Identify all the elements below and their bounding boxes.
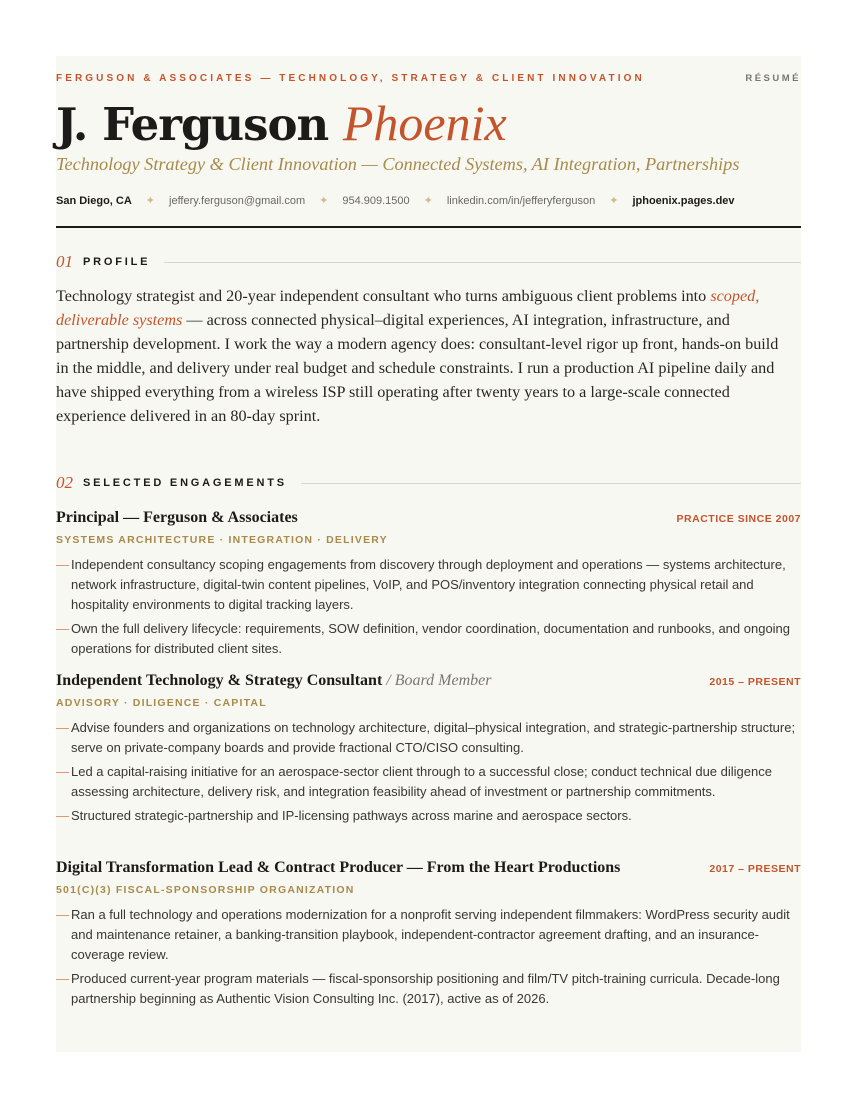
- profile-text-end: — across connected physical–digital experiences, AI integration, infrastructure, and partnership development. I work the way a modern agency does: consultant-level rigor up front, hands-on build in the middle, and delivery under real budget and schedule constraints. I run a production AI pipeline daily and have shipped everything from a wireless ISP still operating after twenty years to a large-scale connected experience delivered in an 80-day sprint.: [56, 311, 779, 425]
- engagement-item: [56, 509, 801, 663]
- engagement-role: [56, 509, 298, 527]
- section-header-profile: [56, 252, 801, 272]
- name-alias: Phoenix: [342, 95, 507, 151]
- bullet-text: Advise founders and organizations on technology architecture, digital–physical integration, and strategic-partnership structure; serve on private-company boards and provide fractional CTO/CISO consulting.: [71, 720, 796, 755]
- separator-icon: ✦: [145, 195, 156, 207]
- engagement-item: [56, 672, 801, 830]
- list-item: [56, 905, 801, 965]
- separator-icon: ✦: [319, 195, 329, 207]
- section-rule: [301, 483, 801, 484]
- contact-row: [56, 194, 801, 207]
- section-title: SELECTED ENGAGEMENTS: [83, 477, 287, 489]
- list-item: [56, 762, 801, 802]
- role-title: Independent Technology & Strategy Consultant: [56, 672, 383, 689]
- engagement-role: [56, 859, 620, 877]
- contact-email[interactable]: jeffery.ferguson@gmail.com: [169, 194, 306, 207]
- candidate-name: [56, 94, 507, 154]
- engagement-bullets: [56, 905, 801, 1009]
- profile-summary: [56, 284, 784, 428]
- engagement-tags: SYSTEMS ARCHITECTURE · INTEGRATION · DELIVERY: [56, 534, 388, 546]
- resume-label: RÉSUMÉ: [745, 73, 801, 84]
- firm-kicker: FERGUSON & ASSOCIATES — TECHNOLOGY, STRATEGY & CLIENT INNOVATION: [56, 73, 645, 84]
- engagement-dates: 2017 – PRESENT: [709, 863, 801, 875]
- section-title: PROFILE: [83, 256, 151, 268]
- engagement-dates: 2015 – PRESENT: [709, 676, 801, 688]
- section-number: 02: [56, 473, 73, 492]
- role-subtitle: / Board Member: [382, 672, 492, 689]
- dash-icon: —: [56, 907, 69, 922]
- resume-sheet: [56, 56, 801, 1052]
- list-item: [56, 555, 801, 615]
- bullet-text: Own the full delivery lifecycle: requirements, SOW definition, vendor coordination, documentation and runbooks, and ongoing operations for distributed client sites.: [71, 621, 791, 656]
- contact-linkedin[interactable]: linkedin.com/in/jefferyferguson: [446, 194, 596, 207]
- dash-icon: —: [56, 971, 69, 986]
- list-item: [56, 806, 801, 826]
- name-primary: J. Ferguson: [56, 98, 329, 151]
- contact-website[interactable]: jphoenix.pages.dev: [632, 194, 735, 207]
- header-divider: [56, 226, 801, 228]
- separator-icon: ✦: [423, 195, 433, 207]
- bullet-text: Produced current-year program materials — fiscal-sponsorship positioning and film/TV pitch-training curricula. Decade-long partnership beginning as Authentic Vision Consulting Inc. (2017), active as of 2026.: [71, 971, 780, 1006]
- section-rule: [164, 262, 801, 263]
- section-number: 01: [56, 252, 73, 271]
- engagement-bullets: [56, 718, 801, 826]
- dash-icon: —: [56, 808, 69, 823]
- tagline: Technology Strategy & Client Innovation — Connected Systems, AI Integration, Partnerships: [56, 154, 740, 174]
- engagement-header: [56, 672, 801, 694]
- separator-icon: ✦: [609, 195, 619, 207]
- list-item: [56, 619, 801, 659]
- profile-text-emphasis: scoped, deliverable systems: [56, 287, 760, 329]
- dash-icon: —: [56, 764, 69, 779]
- section-header-engagements: [56, 473, 801, 493]
- engagement-bullets: [56, 555, 801, 659]
- engagement-header: [56, 509, 801, 531]
- role-title: Principal — Ferguson & Associates: [56, 509, 298, 526]
- contact-location: San Diego, CA: [56, 194, 132, 207]
- dash-icon: —: [56, 557, 69, 572]
- engagement-header: [56, 859, 801, 881]
- engagement-role: [56, 672, 491, 690]
- contact-phone[interactable]: 954.909.1500: [342, 194, 410, 207]
- dash-icon: —: [56, 621, 69, 636]
- engagement-tags: ADVISORY · DILIGENCE · CAPITAL: [56, 697, 267, 709]
- dash-icon: —: [56, 720, 69, 735]
- bullet-text: Structured strategic-partnership and IP-licensing pathways across marine and aerospace sectors.: [71, 808, 632, 823]
- list-item: [56, 718, 801, 758]
- role-title: Digital Transformation Lead & Contract Producer — From the Heart Productions: [56, 859, 621, 876]
- engagement-dates: PRACTICE SINCE 2007: [676, 513, 801, 525]
- bullet-text: Led a capital-raising initiative for an aerospace-sector client through to a successful close; conduct technical due diligence assessing architecture, delivery risk, and integration feasibility ahead of investment or partnership commitments.: [71, 764, 772, 799]
- engagement-item: [56, 859, 801, 1013]
- profile-text-start: Technology strategist and 20-year independent consultant who turns ambiguous client problems into: [56, 287, 711, 305]
- list-item: [56, 969, 801, 1009]
- bullet-text: Independent consultancy scoping engagements from discovery through deployment and operations — systems architecture, network infrastructure, digital-twin content pipelines, VoIP, and POS/inventory integration connecting physical retail and hospitality environments to digital tracking layers.: [71, 557, 786, 612]
- bullet-text: Ran a full technology and operations modernization for a nonprofit serving independent filmmakers: WordPress security audit and maintenance retainer, a banking-transition playbook, independent-contractor agreement drafting, and an insurance-coverage review.: [71, 907, 790, 962]
- engagement-tags: 501(C)(3) FISCAL-SPONSORSHIP ORGANIZATION: [56, 884, 355, 896]
